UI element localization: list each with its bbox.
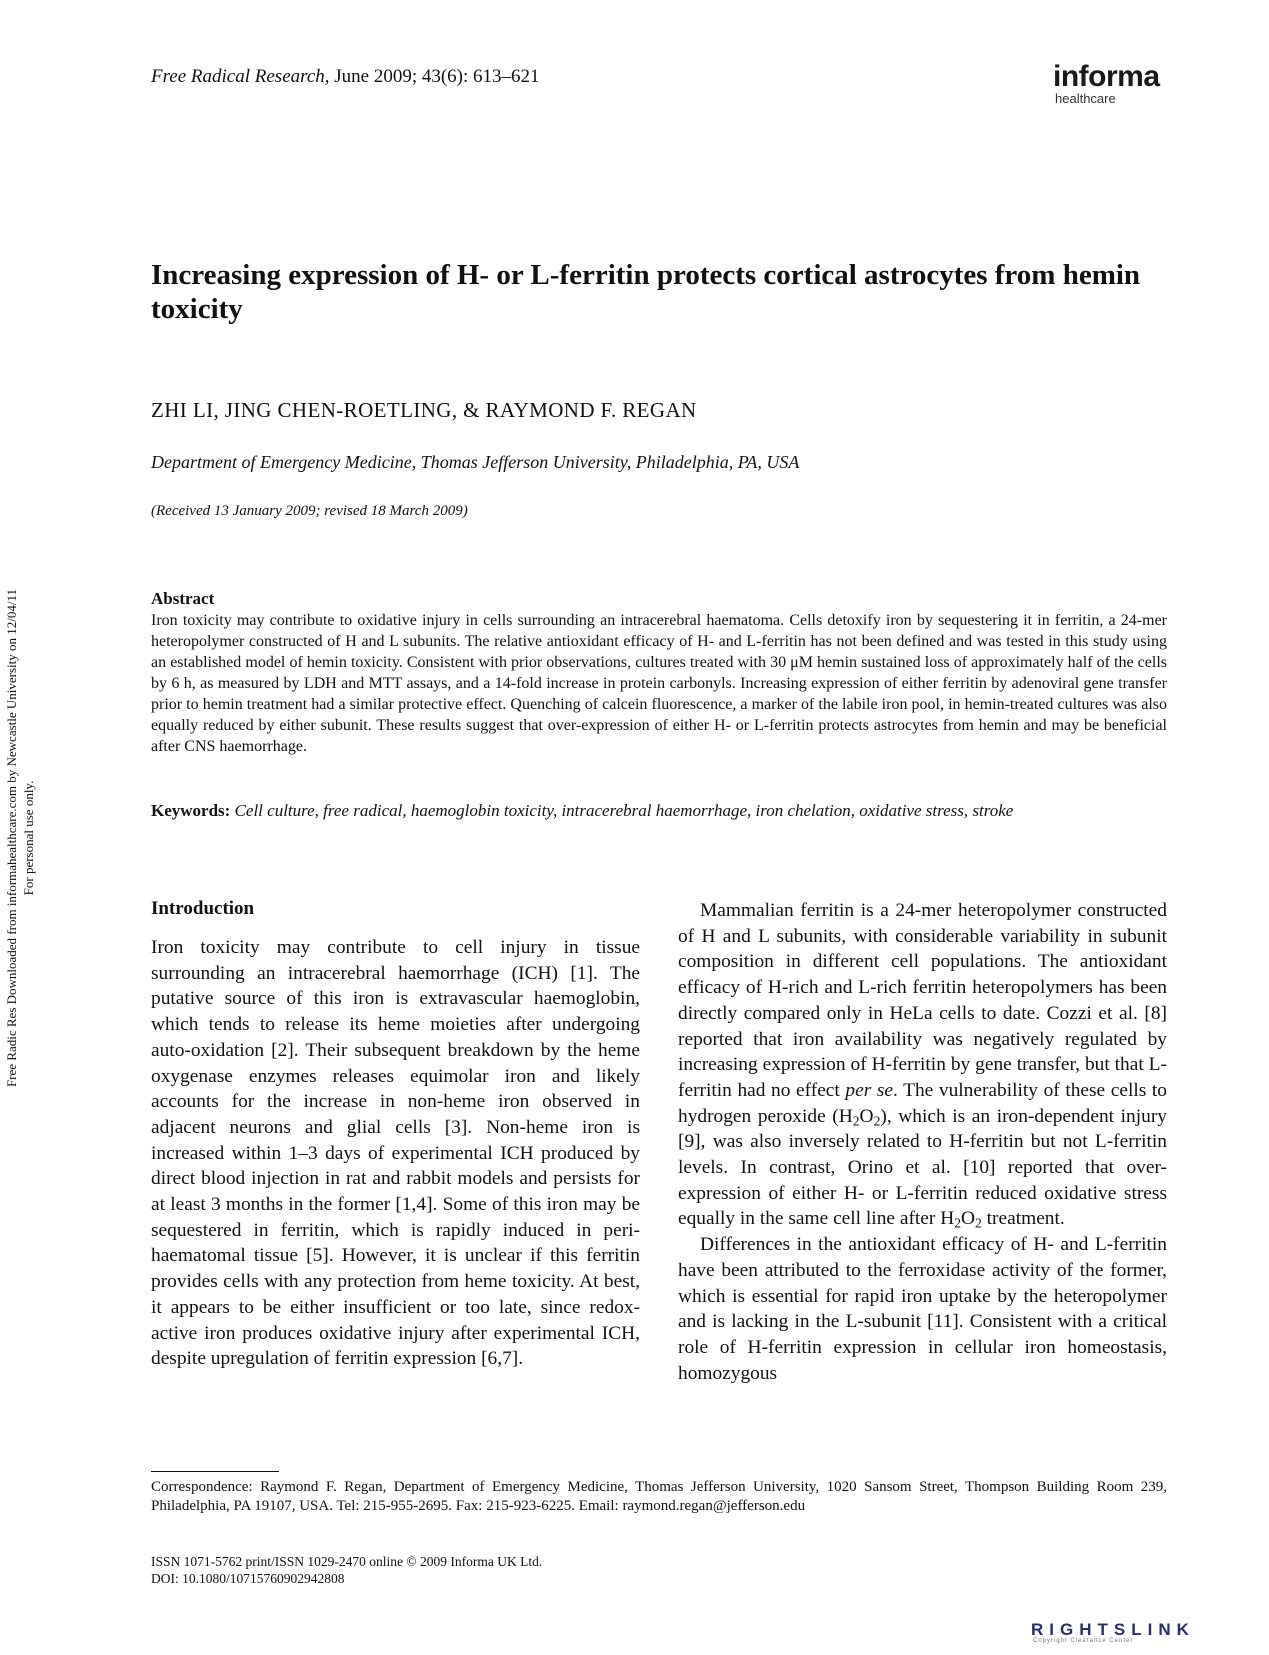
correspondence-note: Correspondence: Raymond F. Regan, Department of Emergency Medicine, Thomas Jefferson University, 1020 Sansom Street, Thompson Building Room 239, Philadelphia, PA 19107, USA. Tel: 215-955-2695. Fax: 215-923-6225. Email: raymond.regan@jefferson.edu xyxy=(151,1479,1167,1514)
h2o2-sub-4: 2 xyxy=(975,1215,982,1231)
intro-paragraph-2 xyxy=(678,898,1167,1232)
download-watermark-line-2: For personal use only. xyxy=(21,780,36,896)
download-watermark xyxy=(3,518,37,1158)
journal-name: Free Radical Research xyxy=(151,66,325,87)
footnote-rule xyxy=(151,1471,279,1472)
doi-line: DOI: 10.1080/10715760902942808 xyxy=(151,1571,345,1586)
article-title: Increasing expression of H- or L-ferritin protects cortical astrocytes from hemin toxicity xyxy=(151,259,1141,325)
download-watermark-line-1: Free Radic Res Downloaded from informahealthcare.com by Newcastle University on 12/04/11 xyxy=(4,588,19,1088)
article-authors: ZHI LI, JING CHEN-ROETLING, & RAYMOND F. REGAN xyxy=(151,398,697,422)
rightslink-sub: Copyright Clearance Center xyxy=(1033,1638,1134,1644)
received-dates: (Received 13 January 2009; revised 18 March 2009) xyxy=(151,503,468,519)
issn-line: ISSN 1071-5762 print/ISSN 1029-2470 online © 2009 Informa UK Ltd. xyxy=(151,1554,543,1569)
intro-paragraph-1: Iron toxicity may contribute to cell injury in tissue surrounding an intracerebral haemorrhage (ICH) [1]. The putative source of this iron is extravascular haemoglobin, which tends to release its heme moieties after undergoing auto-oxidation [2]. Their subsequent breakdown by the heme oxygenase enzymes releases equimolar iron and likely accounts for the increase in non-heme iron observed in adjacent neurons and glial cells [3]. Non-heme iron is increased within 1–3 days of experimental ICH produced by direct blood injection in rat and rabbit models and persists for at least 3 months in the former [1,4]. Some of this iron may be sequestered in ferritin, which is rapidly induced in peri-haematomal tissue [5]. However, it is unclear if this ferritin provides cells with any protection from heme toxicity. At best, it appears to be either insufficient or too late, since redox-active iron produces oxidative injury after experimental ICH, despite upregulation of ferritin expression [6,7]. xyxy=(151,937,640,1370)
article-affiliation: Department of Emergency Medicine, Thomas Jefferson University, Philadelphia, PA, USA xyxy=(151,452,800,472)
keywords xyxy=(151,800,1171,822)
journal-issue: , June 2009; 43(6): 613–621 xyxy=(324,66,540,87)
intro-paragraph-3: Differences in the antioxidant efficacy of H- and L-ferritin have been attributed to the ferroxidase activity of the former, which is essential for rapid iron uptake by the heteropolymer and is lacking in the L-subunit [11]. Consistent with a critical role of H-ferritin expression in cellular iron homeostasis, homozygous xyxy=(678,1234,1167,1384)
rightslink-label: RIGHTSLINK xyxy=(1031,1620,1195,1639)
left-column xyxy=(151,935,640,1372)
p2-text-b: . The vulnerability of these cells to hydrogen peroxide (H xyxy=(678,1079,1167,1127)
publisher-logo xyxy=(1053,62,1173,106)
keywords-value: Cell culture, free radical, haemoglobin toxicity, intracerebral haemorrhage, iron chelation, oxidative stress, stroke xyxy=(234,801,1014,820)
rightslink-logo xyxy=(1031,1620,1195,1644)
right-column xyxy=(678,898,1167,1386)
journal-citation xyxy=(151,66,540,88)
p2-text-c: O xyxy=(859,1105,874,1127)
h2o2-sub-2: 2 xyxy=(873,1113,881,1129)
p2-text-d: ), which is an iron-dependent injury [9], was also inversely related to H-ferritin but not L-ferritin levels. In contrast, Orino et al. [10] reported that over-expression of either H- or L-ferritin reduced oxidative stress equally in the same cell line after H xyxy=(678,1105,1167,1230)
keywords-label: Keywords: xyxy=(151,801,231,820)
p2-italic-per-se: per se xyxy=(845,1079,894,1101)
introduction-heading: Introduction xyxy=(151,898,255,919)
issn-block xyxy=(151,1553,542,1587)
publisher-logo-word: informa xyxy=(1053,60,1160,93)
h2o2-sub-1: 2 xyxy=(852,1113,860,1129)
p2-text-f: treatment. xyxy=(981,1208,1065,1230)
publisher-logo-sub: healthcare xyxy=(1055,91,1116,106)
h2o2-sub-3: 2 xyxy=(954,1215,961,1231)
p2-text-e: O xyxy=(961,1208,976,1230)
p2-text-a: Mammalian ferritin is a 24-mer heteropolymer constructed of H and L subunits, with considerable variability in subunit composition in different cell populations. The antioxidant efficacy of H-rich and L-rich ferritin heteropolymers has been directly compared only in HeLa cells to date. Cozzi et al. [8] reported that iron availability was negatively regulated by increasing expression of H-ferritin by gene transfer, but that L-ferritin had no effect xyxy=(678,900,1167,1101)
abstract-heading: Abstract xyxy=(151,589,215,608)
abstract-text: Iron toxicity may contribute to oxidative injury in cells surrounding an intracerebral haematoma. Cells detoxify iron by sequestering it in ferritin, a 24-mer heteropolymer constructed of H and L subunits. The relative antioxidant efficacy of H- and L-ferritin has not been defined and was tested in this study using an established model of hemin toxicity. Consistent with prior observations, cultures treated with 30 μM hemin sustained loss of approximately half of the cells by 6 h, as measured by LDH and MTT assays, and a 14-fold increase in protein carbonyls. Increasing expression of either ferritin by adenoviral gene transfer prior to hemin treatment had a similar protective effect. Quenching of calcein fluorescence, a marker of the labile iron pool, in hemin-treated cultures was also equally reduced by either subunit. These results suggest that over-expression of either H- or L-ferritin protects astrocytes from hemin and may be beneficial after CNS haemorrhage. xyxy=(151,612,1167,755)
